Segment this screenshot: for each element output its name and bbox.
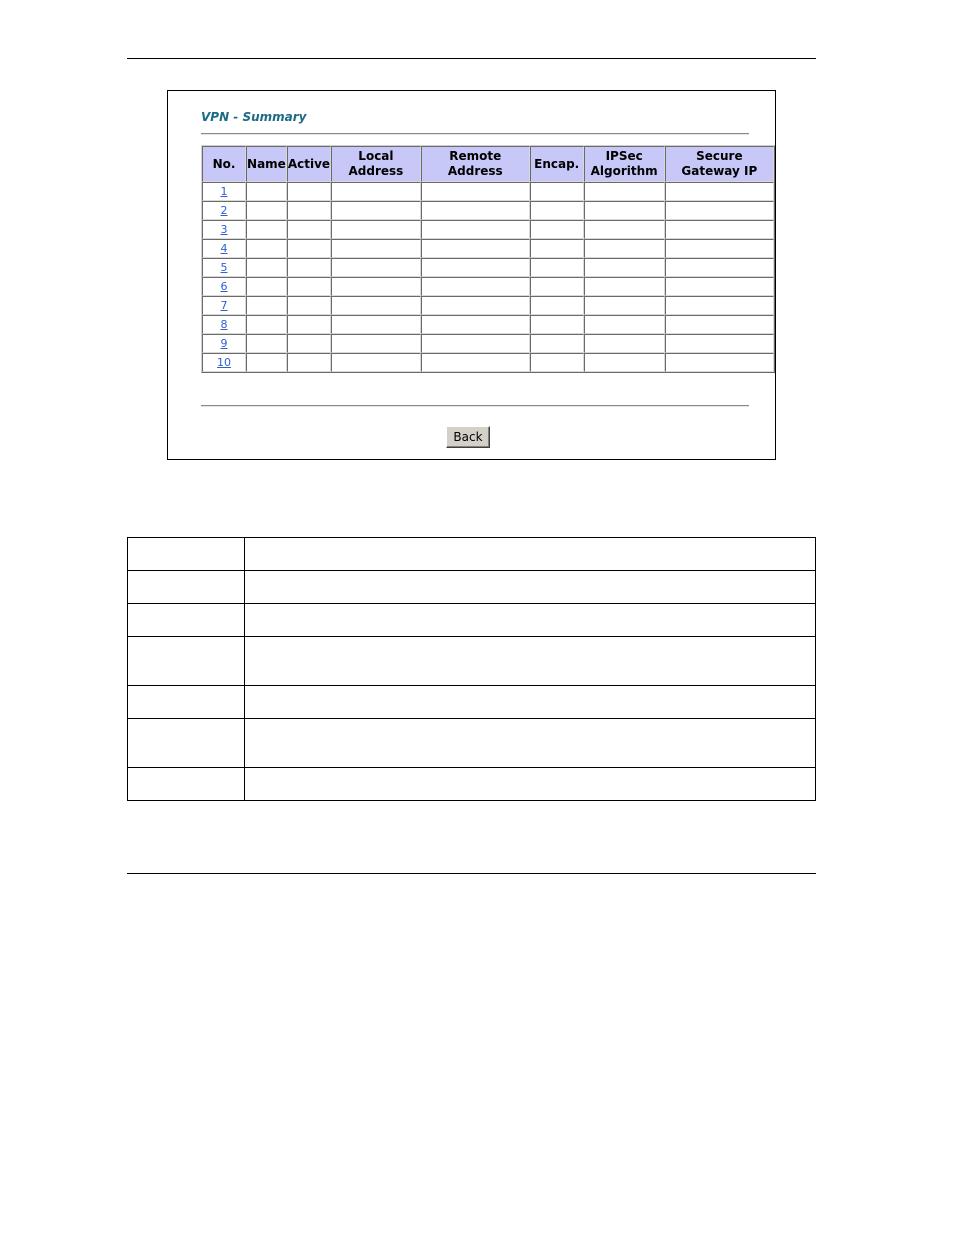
desc-row	[128, 768, 816, 801]
empty-cell	[421, 277, 530, 296]
empty-cell	[421, 258, 530, 277]
empty-cell	[584, 296, 665, 315]
empty-cell	[331, 334, 421, 353]
row-link-2[interactable]: 2	[220, 204, 228, 217]
empty-cell	[665, 315, 774, 334]
empty-cell	[246, 296, 287, 315]
empty-cell	[584, 277, 665, 296]
empty-cell	[530, 201, 584, 220]
col-remote-address: Remote Address	[421, 146, 530, 182]
row-link-8[interactable]: 8	[220, 318, 228, 331]
desc-row	[128, 637, 816, 686]
empty-cell	[287, 258, 331, 277]
col-name: Name	[246, 146, 287, 182]
desc-label-cell	[128, 604, 245, 637]
empty-cell	[530, 258, 584, 277]
page-header-rule	[127, 58, 816, 59]
empty-cell	[331, 315, 421, 334]
empty-cell	[287, 315, 331, 334]
empty-cell	[331, 182, 421, 201]
empty-cell	[421, 334, 530, 353]
desc-text-cell	[245, 538, 816, 571]
empty-cell	[246, 334, 287, 353]
field-description-table	[127, 537, 816, 801]
panel-title: VPN - Summary	[201, 110, 307, 124]
table-row	[202, 182, 774, 201]
row-link-10[interactable]: 10	[217, 356, 232, 369]
empty-cell	[665, 334, 774, 353]
desc-label-cell	[128, 719, 245, 768]
row-link-6[interactable]: 6	[220, 280, 228, 293]
empty-cell	[246, 258, 287, 277]
table-row	[202, 201, 774, 220]
row-number-cell	[202, 201, 246, 220]
empty-cell	[246, 201, 287, 220]
empty-cell	[331, 353, 421, 372]
table-row	[202, 220, 774, 239]
empty-cell	[421, 353, 530, 372]
empty-cell	[287, 334, 331, 353]
empty-cell	[287, 353, 331, 372]
desc-label-cell	[128, 768, 245, 801]
row-link-5[interactable]: 5	[220, 261, 228, 274]
empty-cell	[331, 220, 421, 239]
row-number-cell	[202, 258, 246, 277]
empty-cell	[665, 201, 774, 220]
empty-cell	[584, 239, 665, 258]
empty-cell	[287, 201, 331, 220]
table-row	[202, 353, 774, 372]
table-row	[202, 277, 774, 296]
empty-cell	[530, 296, 584, 315]
page-footer-rule	[127, 873, 816, 874]
vpn-summary-screen	[167, 90, 776, 460]
empty-cell	[665, 277, 774, 296]
empty-cell	[584, 182, 665, 201]
table-row	[202, 258, 774, 277]
footer-divider	[201, 405, 749, 407]
empty-cell	[530, 353, 584, 372]
empty-cell	[584, 201, 665, 220]
empty-cell	[530, 277, 584, 296]
col-ipsec-algorithm: IPSec Algorithm	[584, 146, 665, 182]
table-header-row	[202, 146, 774, 182]
vpn-summary-table	[201, 145, 775, 373]
empty-cell	[287, 239, 331, 258]
empty-cell	[246, 239, 287, 258]
desc-label-cell	[128, 571, 245, 604]
table-row	[202, 334, 774, 353]
empty-cell	[287, 182, 331, 201]
row-number-cell	[202, 182, 246, 201]
empty-cell	[331, 258, 421, 277]
empty-cell	[421, 296, 530, 315]
table-row	[202, 315, 774, 334]
col-local-address: Local Address	[331, 146, 421, 182]
empty-cell	[287, 220, 331, 239]
empty-cell	[246, 353, 287, 372]
empty-cell	[246, 220, 287, 239]
empty-cell	[530, 315, 584, 334]
desc-text-cell	[245, 686, 816, 719]
empty-cell	[530, 182, 584, 201]
row-number-cell	[202, 334, 246, 353]
empty-cell	[665, 182, 774, 201]
empty-cell	[665, 353, 774, 372]
desc-row	[128, 571, 816, 604]
row-number-cell	[202, 315, 246, 334]
col-no: No.	[202, 146, 246, 182]
empty-cell	[331, 239, 421, 258]
desc-label-cell	[128, 538, 245, 571]
row-link-1[interactable]: 1	[220, 185, 228, 198]
desc-text-cell	[245, 604, 816, 637]
empty-cell	[584, 353, 665, 372]
desc-label-cell	[128, 637, 245, 686]
empty-cell	[246, 182, 287, 201]
desc-text-cell	[245, 571, 816, 604]
empty-cell	[584, 315, 665, 334]
desc-text-cell	[245, 637, 816, 686]
row-number-cell	[202, 239, 246, 258]
empty-cell	[665, 296, 774, 315]
desc-row	[128, 604, 816, 637]
empty-cell	[331, 296, 421, 315]
row-number-cell	[202, 220, 246, 239]
table-row	[202, 239, 774, 258]
empty-cell	[331, 201, 421, 220]
col-encap: Encap.	[530, 146, 584, 182]
col-active: Active	[287, 146, 331, 182]
empty-cell	[331, 277, 421, 296]
empty-cell	[530, 220, 584, 239]
empty-cell	[584, 220, 665, 239]
row-link-4[interactable]: 4	[220, 242, 228, 255]
empty-cell	[246, 277, 287, 296]
empty-cell	[665, 258, 774, 277]
row-number-cell	[202, 296, 246, 315]
empty-cell	[421, 201, 530, 220]
desc-row	[128, 538, 816, 571]
empty-cell	[287, 296, 331, 315]
row-link-7[interactable]: 7	[220, 299, 228, 312]
col-secure-gateway-ip: Secure Gateway IP	[665, 146, 774, 182]
empty-cell	[584, 334, 665, 353]
empty-cell	[530, 334, 584, 353]
row-link-9[interactable]: 9	[220, 337, 228, 350]
empty-cell	[665, 239, 774, 258]
empty-cell	[421, 315, 530, 334]
empty-cell	[665, 220, 774, 239]
empty-cell	[287, 277, 331, 296]
back-button[interactable]: Back	[446, 426, 490, 448]
desc-row	[128, 686, 816, 719]
empty-cell	[421, 182, 530, 201]
empty-cell	[421, 220, 530, 239]
row-number-cell	[202, 353, 246, 372]
empty-cell	[421, 239, 530, 258]
empty-cell	[530, 239, 584, 258]
empty-cell	[584, 258, 665, 277]
desc-row	[128, 719, 816, 768]
desc-text-cell	[245, 768, 816, 801]
desc-text-cell	[245, 719, 816, 768]
desc-label-cell	[128, 686, 245, 719]
empty-cell	[246, 315, 287, 334]
row-number-cell	[202, 277, 246, 296]
row-link-3[interactable]: 3	[220, 223, 228, 236]
table-row	[202, 296, 774, 315]
title-divider	[201, 133, 749, 135]
